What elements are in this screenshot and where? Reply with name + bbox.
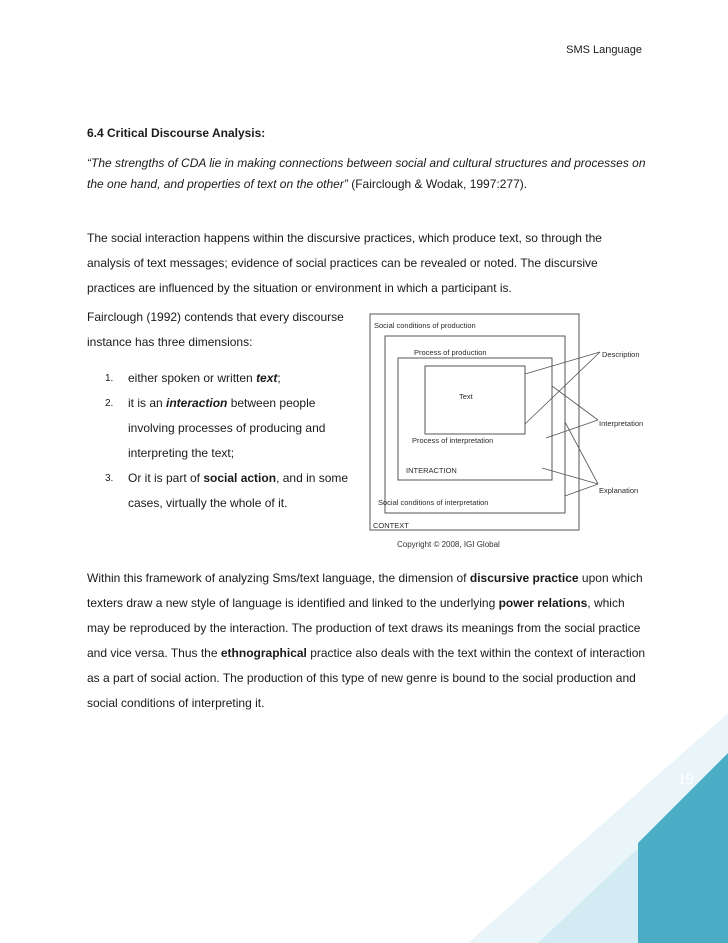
list-text: ; <box>277 371 281 385</box>
interaction-label: INTERACTION <box>406 466 457 475</box>
para-text: practice also deals with the text within the context of interaction as a part of social action. The production of this type of new genre is bound to the social production and social conditions of interpreting it. <box>87 646 646 710</box>
text-label: Text <box>459 392 473 401</box>
interpretation-side-label: Interpretation <box>599 419 644 428</box>
para-text: , which may be reproduced by the interaction. The production of text draws its meanings from the social practice and vice versa. Thus the <box>87 596 641 660</box>
paragraph-social-interaction: The social interaction happens within the discursive practices, which produce text, so through the analysis of text messages; evidence of social practices can be revealed or noted. The discursive practices are influenced by the situation or environment in which a participant is. <box>87 231 602 295</box>
list-item <box>87 391 357 466</box>
text-box <box>425 366 525 434</box>
page-corner-decoration <box>328 643 728 943</box>
figure-copyright: Copyright © 2008, IGI Global <box>397 540 500 549</box>
list-text: either spoken or written <box>128 371 257 385</box>
list-item <box>87 466 357 516</box>
quote-citation: (Fairclough & Wodak, 1997:277). <box>347 177 528 191</box>
list-number: 2. <box>105 398 114 409</box>
term-power-relations: power relations <box>498 596 588 610</box>
quote-text: “The strengths of CDA lie in making connections between social and cultural structures and processes on the one hand, and properties of text on the other” <box>87 156 646 191</box>
list-number: 1. <box>105 373 114 384</box>
list-text: , and in some cases, virtually the whole of it. <box>128 471 349 510</box>
context-label: CONTEXT <box>373 521 409 530</box>
para-text: Within this framework of analyzing Sms/text language, the dimension of <box>87 571 470 585</box>
page-number: 19 <box>678 771 694 788</box>
explanation-label: Explanation <box>599 486 639 495</box>
list-text: between people involving processes of producing and interpreting the text; <box>128 396 326 460</box>
interpretation-label: Process of interpretation <box>412 436 494 445</box>
list-item <box>87 366 357 391</box>
list-term: text <box>256 371 278 385</box>
section-title: 6.4 Critical Discourse Analysis: <box>87 126 266 140</box>
term-ethnographical: ethnographical <box>220 646 307 660</box>
list-text: Or it is part of <box>128 471 204 485</box>
running-header: SMS Language <box>566 44 642 56</box>
list-term: social action <box>203 471 277 485</box>
cda-quote <box>87 153 647 195</box>
dimensions-list <box>87 366 357 516</box>
para-text: upon which texters draw a new style of language is identified and linked to the underlying <box>87 571 643 610</box>
outer-label: Social conditions of production <box>374 321 476 330</box>
cond-interp-label: Social conditions of interpretation <box>378 498 489 507</box>
term-discursive-practice: discursive practice <box>469 571 579 585</box>
diagram-svg <box>366 310 664 538</box>
fairclough-three-dimension-diagram <box>366 310 664 538</box>
list-term: interaction <box>166 396 228 410</box>
list-number: 3. <box>105 473 114 484</box>
list-text: it is an <box>128 396 167 410</box>
description-label: Description <box>602 350 640 359</box>
production-label: Process of production <box>414 348 487 357</box>
dimensions-intro: Fairclough (1992) contends that every discourse instance has three dimensions: <box>87 310 344 349</box>
